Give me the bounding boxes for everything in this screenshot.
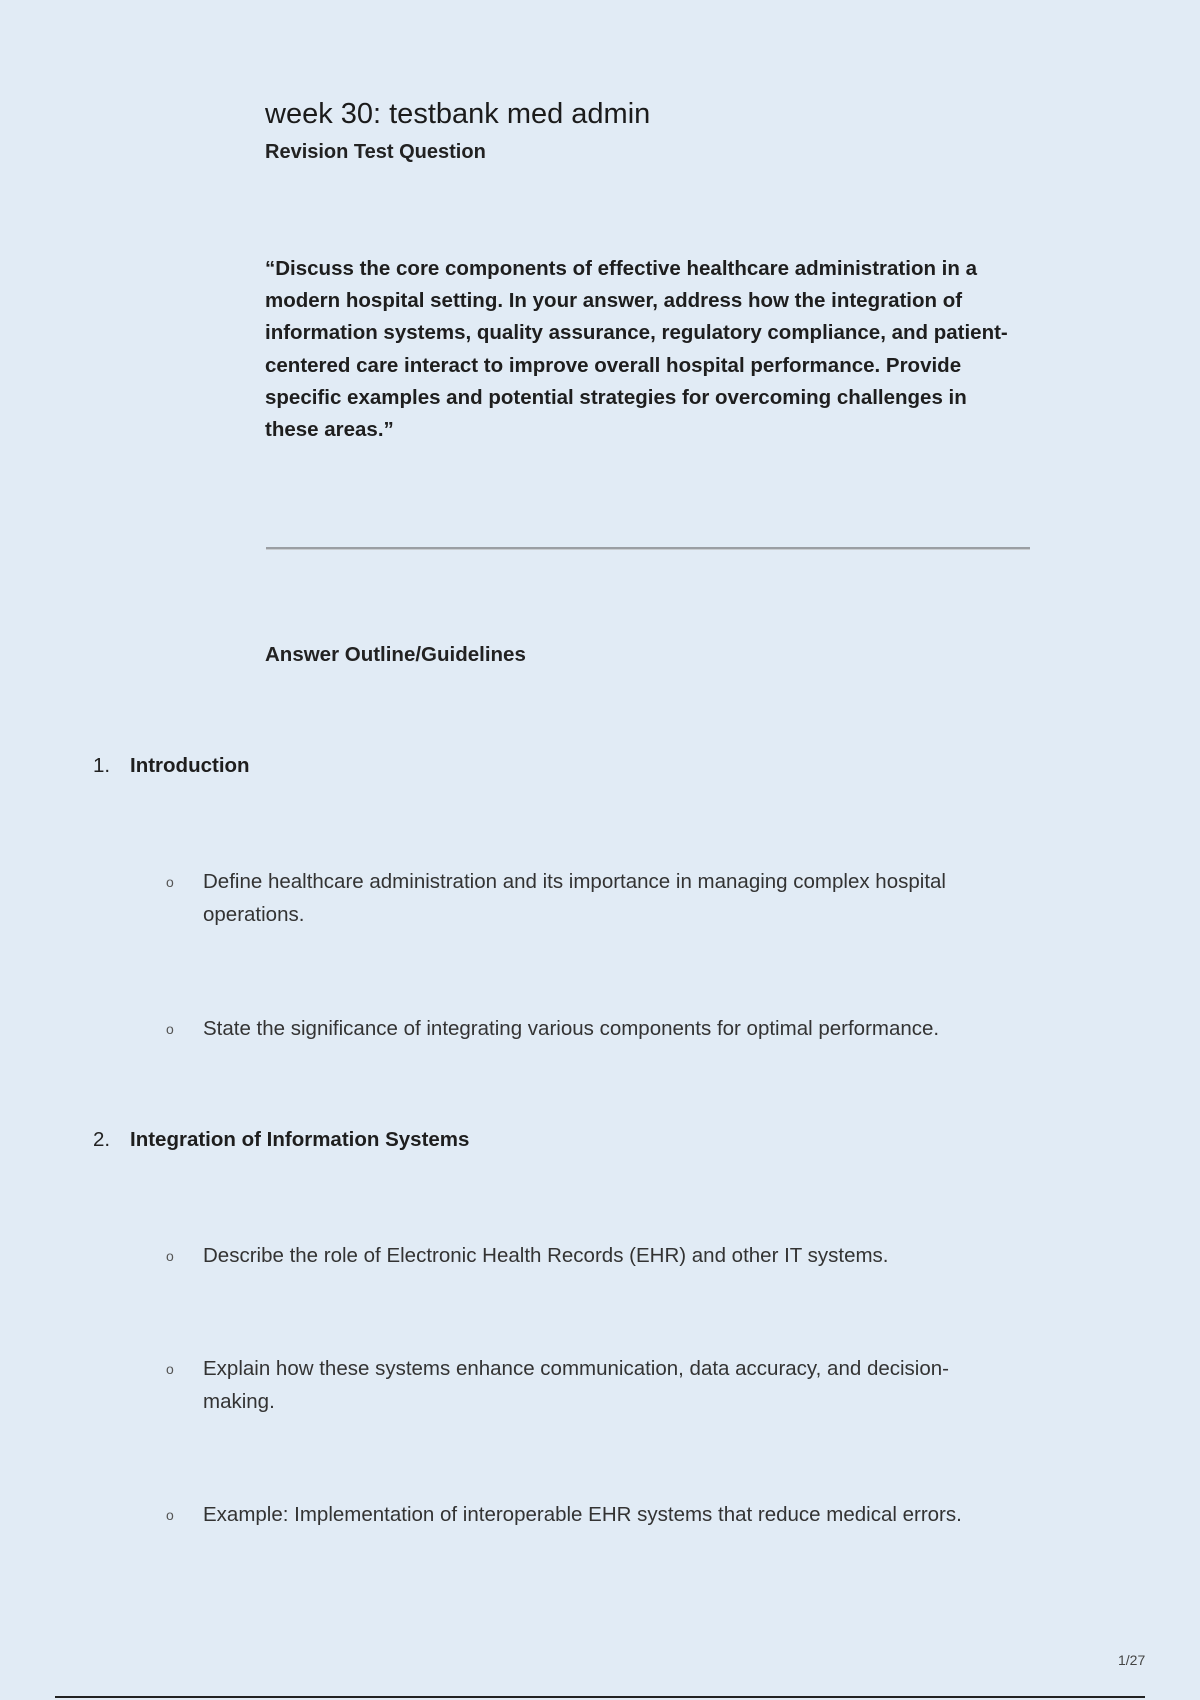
list-item-text: State the significance of integrating various components for optimal performance. <box>203 1017 940 1040</box>
section-label: Integration of Information Systems <box>130 1128 470 1151</box>
footer-rule <box>55 1696 1145 1698</box>
list-item-text: Example: Implementation of interoperable EHR systems that reduce medical errors. <box>203 1503 962 1526</box>
list-item-text: Define healthcare administration and its importance in managing complex hospital operations. <box>203 870 946 926</box>
list-item <box>166 866 1046 931</box>
section-heading-introduction <box>93 754 250 778</box>
section-label: Introduction <box>130 754 250 777</box>
list-item <box>166 1353 1046 1418</box>
hollow-bullet-icon: o <box>166 1507 174 1523</box>
outline-heading: Answer Outline/Guidelines <box>265 643 526 666</box>
hollow-bullet-icon: o <box>166 874 174 890</box>
list-item-text: Describe the role of Electronic Health Records (EHR) and other IT systems. <box>203 1244 889 1267</box>
section-number: 2. <box>93 1128 111 1151</box>
list-item <box>166 1499 1046 1532</box>
question-text: “Discuss the core components of effective healthcare administration in a modern hospital setting. In your answer, address how the integration of information systems, quality assurance, regulatory compliance, and patient-centered care interact to improve overall hospital performance. Provide specific examples and potential strategies for overcoming challenges in these areas.” <box>265 257 1008 442</box>
document-title: week 30: testbank med admin <box>265 98 651 130</box>
horizontal-divider <box>266 547 1030 550</box>
page-number: 1/27 <box>1118 1652 1146 1668</box>
section-number: 1. <box>93 754 111 777</box>
document-subtitle: Revision Test Question <box>265 141 486 163</box>
hollow-bullet-icon: o <box>166 1361 174 1377</box>
hollow-bullet-icon: o <box>166 1021 174 1037</box>
list-item <box>166 1240 1046 1273</box>
hollow-bullet-icon: o <box>166 1248 174 1264</box>
list-item <box>166 1013 1046 1046</box>
list-item-text: Explain how these systems enhance communication, data accuracy, and decision-making. <box>203 1357 949 1413</box>
section-heading-information-systems <box>93 1128 469 1152</box>
